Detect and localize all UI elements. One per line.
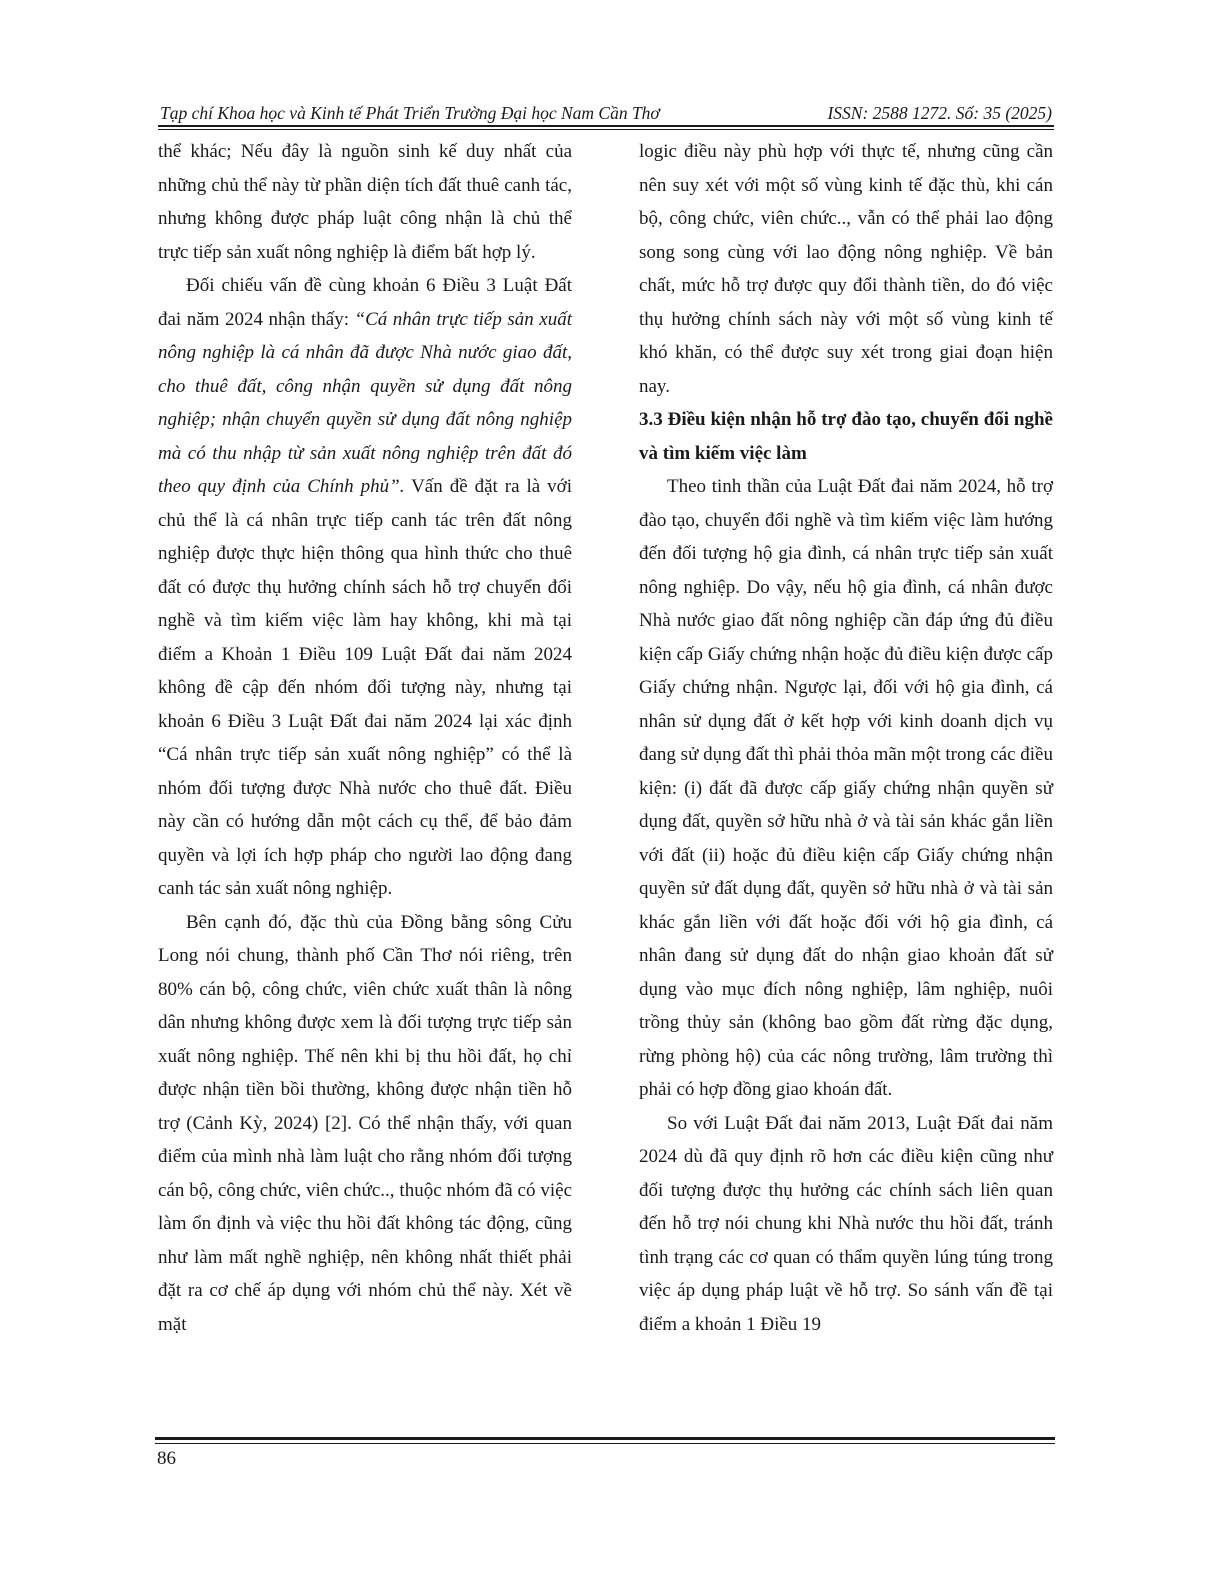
paragraph: logic điều này phù hợp với thực tế, nhưng cũng cần nên suy xét với một số vùng kinh tế đặc thù, khi cán bộ, công chức, viên chức.., vẫn có thể phải lao động song song cùng với lao động nông nghiệp. Về bản chất, mức hỗ trợ được quy đổi thành tiền, do đó việc thụ hưởng chính sách này với một số vùng kinh tế khó khăn, có thể được suy xét trong giai đoạn hiện nay. (639, 141, 1053, 397)
paragraph: So với Luật Đất đai năm 2013, Luật Đất đai năm 2024 dù đã quy định rõ hơn các điều kiện cũng như đối tượng được thụ hưởng các chính sách liên quan đến hỗ trợ nói chung khi Nhà nước thu hồi đất, tránh tình trạng các cơ quan có thẩm quyền lúng túng trong việc áp dụng pháp luật về hỗ trợ. So sánh vấn đề tại điểm a khoản 1 Điều 19 (639, 1112, 1053, 1335)
left-column (158, 135, 572, 1341)
journal-title: Tạp chí Khoa học và Kinh tế Phát Triển Trường Đại học Nam Cần Thơ (160, 103, 660, 123)
footer-rule (155, 1437, 1055, 1440)
running-header (158, 101, 1054, 125)
footer-rule-thin (155, 1443, 1055, 1444)
paragraph: thể khác; Nếu đây là nguồn sinh kế duy nhất của những chủ thể này từ phần diện tích đất thuê canh tác, nhưng không được pháp luật công nhận là chủ thể trực tiếp sản xuất nông nghiệp là điểm bất hợp lý. (158, 141, 572, 263)
paragraph: Theo tinh thần của Luật Đất đai năm 2024, hỗ trợ đào tạo, chuyển đổi nghề và tìm kiếm việc làm hướng đến đối tượng hộ gia đình, cá nhân trực tiếp sản xuất nông nghiệp. Do vậy, nếu hộ gia đình, cá nhân được Nhà nước giao đất nông nghiệp cần đáp ứng đủ điều kiện cấp Giấy chứng nhận hoặc đủ điều kiện được cấp Giấy chứng nhận. Ngược lại, đối với hộ gia đình, cá nhân sử dụng đất ở kết hợp với kinh doanh dịch vụ đang sử dụng đất thì phải thỏa mãn một trong các điều kiện: (i) đất đã được cấp giấy chứng nhận quyền sử dụng đất, quyền sở hữu nhà ở và tài sản khác gắn liền với đất (ii) hoặc đủ điều kiện cấp Giấy chứng nhận quyền sử đất dụng đất, quyền sở hữu nhà ở và tài sản khác gắn liền với đất hoặc đối với hộ gia đình, cá nhân đang sử dụng đất do nhận giao khoản đất sử dụng vào mục đích nông nghiệp, lâm nghiệp, nuôi trồng thủy sản (không bao gồm đất rừng đặc dụng, rừng phòng hộ) của các nông trường, lâm trường thì phải có hợp đồng giao khoán đất. (639, 476, 1053, 1100)
header-rule-thin (158, 129, 1054, 130)
paragraph: Bên cạnh đó, đặc thù của Đồng bằng sông Cửu Long nói chung, thành phố Cần Thơ nói riêng, trên 80% cán bộ, công chức, viên chức xuất thân là nông dân nhưng không được xem là đối tượng trực tiếp sản xuất nông nghiệp. Thế nên khi bị thu hồi đất, họ chỉ được nhận tiền bồi thường, không được nhận tiền hỗ trợ (Cảnh Kỳ, 2024) [2]. Có thể nhận thấy, với quan điểm của mình nhà làm luật cho rằng nhóm đối tượng cán bộ, công chức, viên chức.., thuộc nhóm đã có việc làm ổn định và việc thu hồi đất không tác động, cũng như làm mất nghề nghiệp, nên không nhất thiết phải đặt ra cơ chế áp dụng với nhóm chủ thể này. Xét về mặt (158, 911, 572, 1335)
paragraph-lead: Đối chiếu vấn đề cùng khoản 6 Điều 3 Luật Đất đai năm 2024 nhận thấy: (158, 275, 572, 330)
legal-quote: “Cá nhân trực tiếp sản xuất nông nghiệp là cá nhân đã được Nhà nước giao đất, cho thuê đất, công nhận quyền sử dụng đất nông nghiệp; nhận chuyển quyền sử dụng đất nông nghiệp mà có thu nhập từ sản xuất nông nghiệp trên đất đó theo quy định của Chính phủ”. (158, 308, 572, 497)
right-column (639, 135, 1053, 1341)
section-heading: 3.3 Điều kiện nhận hỗ trợ đào tạo, chuyển đổi nghề và tìm kiếm việc làm (639, 409, 1053, 464)
page-number: 86 (157, 1448, 176, 1469)
paragraph (158, 269, 572, 906)
paragraph-rest: Vấn đề đặt ra là với chủ thể là cá nhân trực tiếp canh tác trên đất nông nghiệp được thực hiện thông qua hình thức cho thuê đất có được thụ hưởng chính sách hỗ trợ chuyển đổi nghề và tìm kiếm việc làm hay không, khi mà tại điểm a Khoản 1 Điều 109 Luật Đất đai năm 2024 không đề cập đến nhóm đối tượng này, nhưng tại khoản 6 Điều 3 Luật Đất đai năm 2024 lại xác định “Cá nhân trực tiếp sản xuất nông nghiệp” có thể là nhóm đối tượng được Nhà nước cho thuê đất. Điều này cần có hướng dẫn một cách cụ thể, để bảo đảm quyền và lợi ích hợp pháp cho người lao động đang canh tác sản xuất nông nghiệp. (158, 476, 572, 899)
header-rule (158, 125, 1054, 127)
issn-issue: ISSN: 2588 1272. Số: 35 (2025) (827, 103, 1052, 123)
